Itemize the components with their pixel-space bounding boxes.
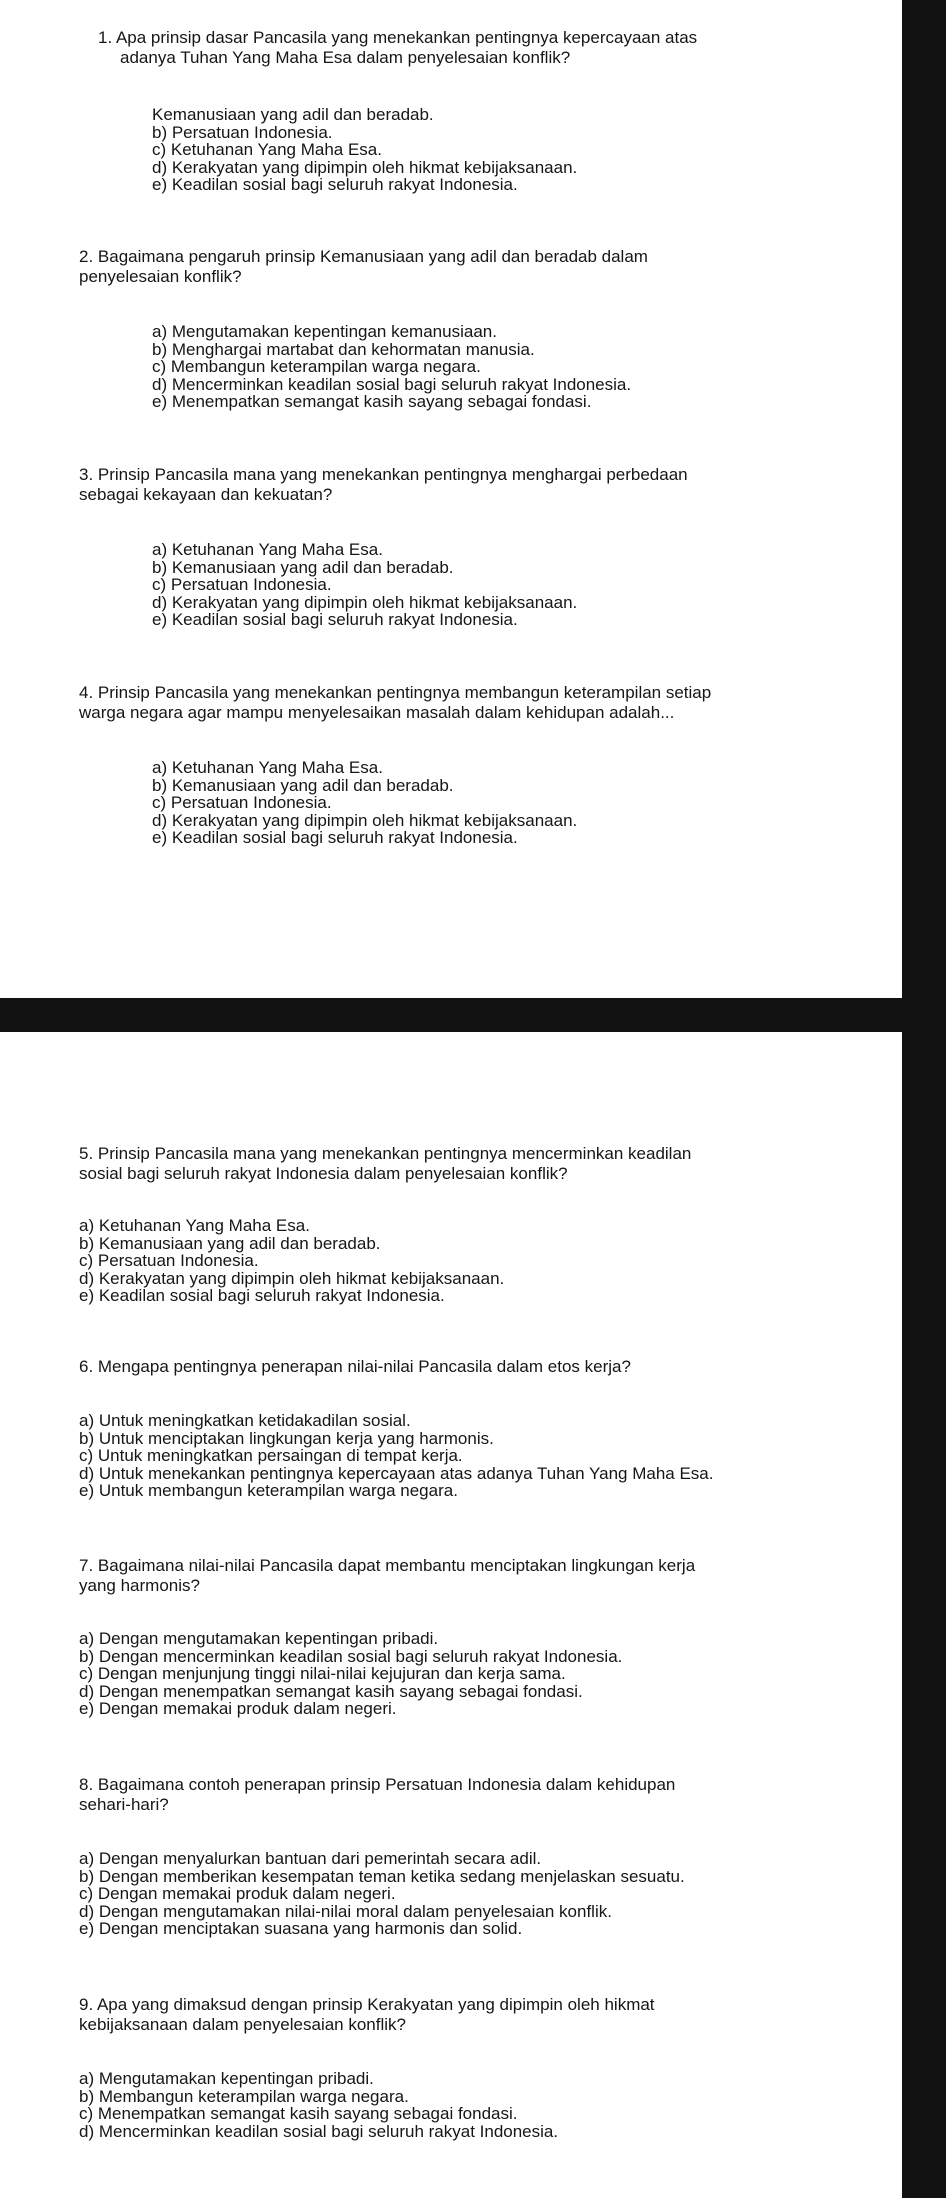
option-b: b) Menghargai martabat dan kehormatan manusia. bbox=[152, 339, 535, 359]
option-d: d) Dengan mengutamakan nilai-nilai moral dalam penyelesaian konflik. bbox=[79, 1901, 612, 1921]
option-c: c) Ketuhanan Yang Maha Esa. bbox=[152, 140, 382, 160]
question-3-options bbox=[152, 541, 577, 629]
quiz-page-2 bbox=[0, 1032, 902, 2198]
option-b: b) Kemanusiaan yang adil dan beradab. bbox=[79, 1233, 381, 1253]
option-a: a) Ketuhanan Yang Maha Esa. bbox=[152, 758, 383, 777]
question-9 bbox=[79, 1995, 655, 2034]
option-a: a) Dengan menyalurkan bantuan dari pemerintah secara adil. bbox=[79, 1849, 542, 1868]
question-8-options bbox=[79, 1850, 685, 1938]
question-8 bbox=[79, 1775, 675, 1814]
question-6-options bbox=[79, 1412, 713, 1500]
question-text-line: sebagai kekayaan dan kekuatan? bbox=[79, 484, 333, 504]
option-d: d) Kerakyatan yang dipimpin oleh hikmat kebijaksanaan. bbox=[79, 1268, 505, 1288]
option-a: a) Mengutamakan kepentingan kemanusiaan. bbox=[152, 322, 497, 341]
option-c: c) Dengan menjunjung tinggi nilai-nilai kejujuran dan kerja sama. bbox=[79, 1664, 566, 1684]
option-c: c) Dengan memakai produk dalam negeri. bbox=[79, 1884, 396, 1904]
question-7-options bbox=[79, 1630, 622, 1718]
question-5 bbox=[79, 1144, 691, 1183]
question-7 bbox=[79, 1556, 695, 1595]
question-2 bbox=[79, 247, 648, 286]
option-c: c) Persatuan Indonesia. bbox=[79, 1251, 259, 1271]
question-text-line: warga negara agar mampu menyelesaikan masalah dalam kehidupan adalah... bbox=[79, 702, 675, 722]
question-text-line: 9. Apa yang dimaksud dengan prinsip Kerakyatan yang dipimpin oleh hikmat bbox=[79, 1995, 655, 2014]
option-c: c) Untuk meningkatkan persaingan di tempat kerja. bbox=[79, 1446, 463, 1466]
option-e: e) Keadilan sosial bagi seluruh rakyat Indonesia. bbox=[152, 828, 518, 848]
option-a: a) Untuk meningkatkan ketidakadilan sosial. bbox=[79, 1411, 411, 1430]
question-text-line: sehari-hari? bbox=[79, 1794, 169, 1814]
option-a: a) Ketuhanan Yang Maha Esa. bbox=[79, 1216, 310, 1235]
option-d: d) Dengan menempatkan semangat kasih sayang sebagai fondasi. bbox=[79, 1681, 583, 1701]
option-e: e) Keadilan sosial bagi seluruh rakyat Indonesia. bbox=[152, 610, 518, 630]
option-b: b) Dengan mencerminkan keadilan sosial bagi seluruh rakyat Indonesia. bbox=[79, 1646, 623, 1666]
option-c: c) Menempatkan semangat kasih sayang sebagai fondasi. bbox=[79, 2104, 518, 2124]
question-text-line: 4. Prinsip Pancasila yang menekankan pentingnya membangun keterampilan setiap bbox=[79, 683, 712, 702]
right-dark-edge bbox=[902, 0, 946, 2198]
question-3 bbox=[79, 465, 688, 504]
option-c: c) Persatuan Indonesia. bbox=[152, 793, 332, 813]
question-text-line: 1. Apa prinsip dasar Pancasila yang menekankan pentingnya kepercayaan atas bbox=[98, 28, 698, 47]
question-text-line: 8. Bagaimana contoh penerapan prinsip Persatuan Indonesia dalam kehidupan bbox=[79, 1775, 676, 1794]
question-6 bbox=[79, 1357, 631, 1377]
question-text-line: 2. Bagaimana pengaruh prinsip Kemanusiaan yang adil dan beradab dalam bbox=[79, 247, 648, 266]
question-text-line: adanya Tuhan Yang Maha Esa dalam penyelesaian konflik? bbox=[120, 47, 571, 67]
option-a: a) Dengan mengutamakan kepentingan pribadi. bbox=[79, 1629, 439, 1648]
question-5-options bbox=[79, 1217, 504, 1305]
question-text-line: penyelesaian konflik? bbox=[79, 266, 242, 286]
question-2-options bbox=[152, 323, 631, 411]
option-c: c) Membangun keterampilan warga negara. bbox=[152, 357, 481, 377]
option-e: e) Menempatkan semangat kasih sayang sebagai fondasi. bbox=[152, 392, 592, 412]
option-a: a) Mengutamakan kepentingan pribadi. bbox=[79, 2069, 374, 2088]
option-a: Kemanusiaan yang adil dan beradab. bbox=[152, 105, 434, 124]
option-b: b) Kemanusiaan yang adil dan beradab. bbox=[152, 775, 454, 795]
option-e: e) Keadilan sosial bagi seluruh rakyat Indonesia. bbox=[152, 175, 518, 195]
option-e: e) Keadilan sosial bagi seluruh rakyat Indonesia. bbox=[79, 1286, 445, 1306]
option-d: d) Kerakyatan yang dipimpin oleh hikmat kebijaksanaan. bbox=[152, 592, 578, 612]
question-text-line: 7. Bagaimana nilai-nilai Pancasila dapat membantu menciptakan lingkungan kerja bbox=[79, 1556, 696, 1575]
question-text-line: 6. Mengapa pentingnya penerapan nilai-nilai Pancasila dalam etos kerja? bbox=[79, 1357, 631, 1376]
option-b: b) Membangun keterampilan warga negara. bbox=[79, 2086, 409, 2106]
option-b: b) Untuk menciptakan lingkungan kerja yang harmonis. bbox=[79, 1428, 494, 1448]
option-b: b) Persatuan Indonesia. bbox=[152, 122, 333, 142]
question-1-options bbox=[152, 106, 577, 194]
question-1 bbox=[98, 28, 697, 67]
question-text-line: yang harmonis? bbox=[79, 1575, 200, 1595]
option-d: d) Untuk menekankan pentingnya kepercayaan atas adanya Tuhan Yang Maha Esa. bbox=[79, 1463, 714, 1483]
option-b: b) Dengan memberikan kesempatan teman ketika sedang menjelaskan sesuatu. bbox=[79, 1866, 685, 1886]
question-text-line: 5. Prinsip Pancasila mana yang menekankan pentingnya mencerminkan keadilan bbox=[79, 1144, 692, 1163]
quiz-page-1 bbox=[0, 0, 902, 998]
option-b: b) Kemanusiaan yang adil dan beradab. bbox=[152, 557, 454, 577]
question-4 bbox=[79, 683, 711, 722]
option-e: e) Dengan memakai produk dalam negeri. bbox=[79, 1699, 397, 1719]
question-text-line: kebijaksanaan dalam penyelesaian konflik? bbox=[79, 2014, 406, 2034]
question-4-options bbox=[152, 759, 577, 847]
option-d: d) Mencerminkan keadilan sosial bagi seluruh rakyat Indonesia. bbox=[79, 2121, 559, 2141]
option-e: e) Untuk membangun keterampilan warga negara. bbox=[79, 1481, 458, 1501]
question-text-line: sosial bagi seluruh rakyat Indonesia dalam penyelesaian konflik? bbox=[79, 1163, 568, 1183]
option-d: d) Mencerminkan keadilan sosial bagi seluruh rakyat Indonesia. bbox=[152, 374, 632, 394]
page-separator-band bbox=[0, 998, 946, 1032]
question-text-line: 3. Prinsip Pancasila mana yang menekankan pentingnya menghargai perbedaan bbox=[79, 465, 688, 484]
option-d: d) Kerakyatan yang dipimpin oleh hikmat kebijaksanaan. bbox=[152, 157, 578, 177]
option-c: c) Persatuan Indonesia. bbox=[152, 575, 332, 595]
question-9-options bbox=[79, 2070, 558, 2140]
option-a: a) Ketuhanan Yang Maha Esa. bbox=[152, 540, 383, 559]
option-e: e) Dengan menciptakan suasana yang harmonis dan solid. bbox=[79, 1919, 523, 1939]
option-d: d) Kerakyatan yang dipimpin oleh hikmat kebijaksanaan. bbox=[152, 810, 578, 830]
